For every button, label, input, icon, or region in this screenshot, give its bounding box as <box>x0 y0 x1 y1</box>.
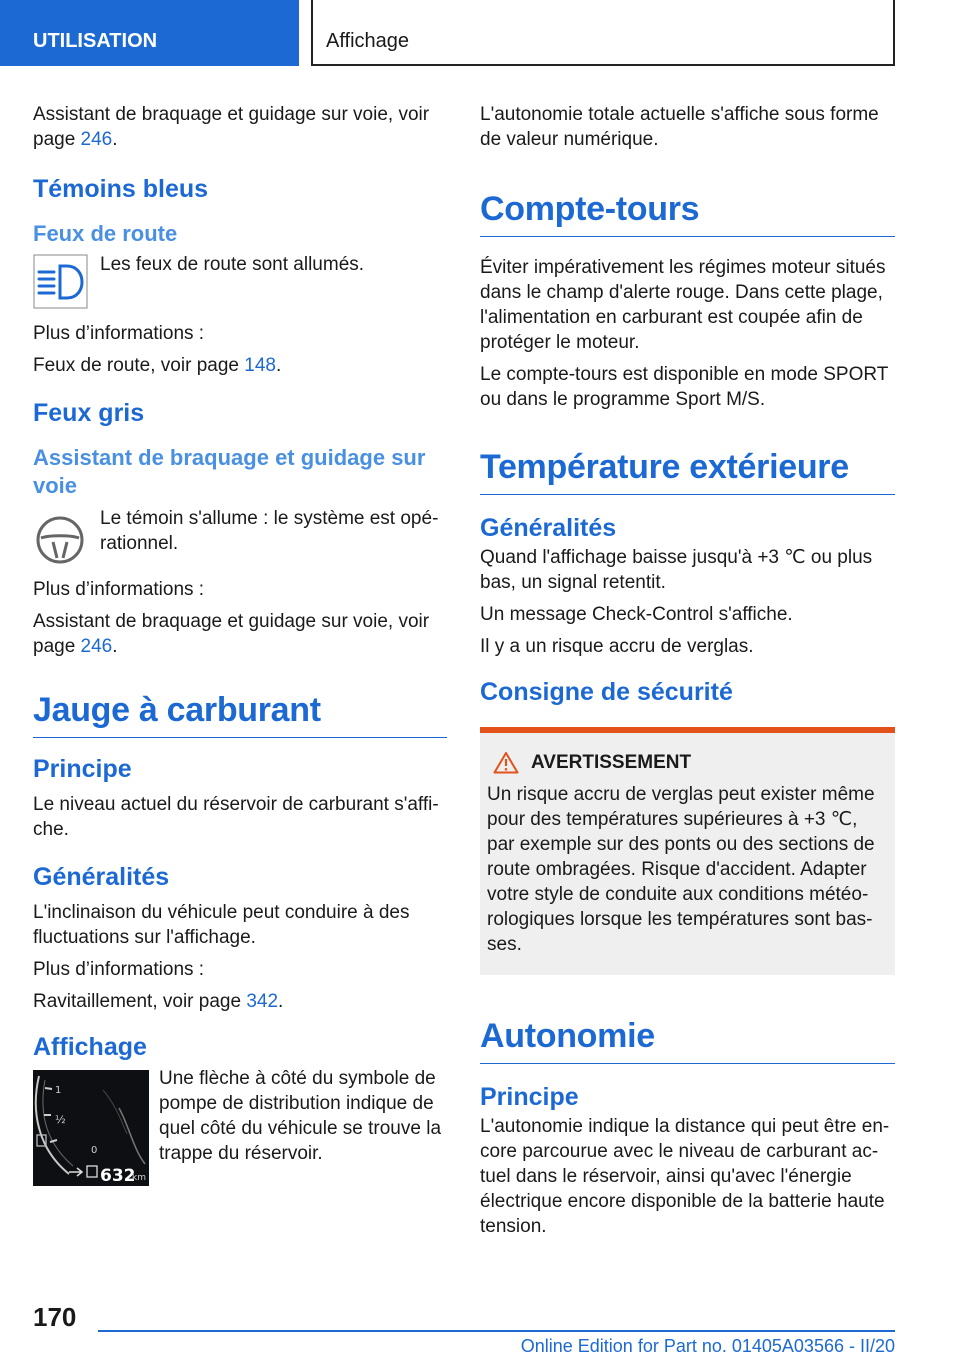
high-beam-icon <box>33 254 88 309</box>
display-desc: Une flèche à côté du symbole de pompe de distribution indique de quel côté du véhicule se trouve la trappe du réservoir. <box>159 1068 442 1164</box>
cluster-mark-half: ½ <box>55 1113 66 1126</box>
paragraph: Assistant de braquage et guidage sur voie, voir page 246. <box>33 104 430 150</box>
heading-autonomy: Autonomie <box>480 1015 895 1064</box>
more-info-label: Plus d’informations : <box>33 959 205 980</box>
heading-high-beam: Feux de route <box>33 221 178 246</box>
paragraph: Le compte-tours est disponible en mode SPORT ou dans le programme Sport M/S. <box>480 364 889 410</box>
high-beam-desc: Les feux de route sont allumés. <box>100 254 365 275</box>
high-beam-row <box>33 254 447 309</box>
heading-steering-assistant: Assistant de braquage et guidage sur voie <box>33 445 426 498</box>
cluster-mark-empty: 0 <box>91 1145 98 1156</box>
footer-edition: Online Edition for Part no. 01405A03566 - II/20 <box>520 1336 895 1356</box>
footer-divider <box>98 1330 895 1332</box>
warning-box <box>480 727 895 975</box>
page-link[interactable]: 342 <box>246 991 279 1012</box>
page-link[interactable]: 148 <box>244 355 276 376</box>
page-number: 170 <box>33 1302 77 1332</box>
paragraph: Feux de route, voir page 148. <box>33 355 282 376</box>
left-column <box>33 102 447 1186</box>
warning-header <box>487 751 887 774</box>
more-info-label: Plus d’informations : <box>33 579 205 600</box>
paragraph: Ravitaillement, voir page 342. <box>33 991 284 1012</box>
heading-general: Généralités <box>33 863 170 891</box>
heading-fuel-gauge: Jauge à carburant <box>33 689 447 738</box>
warning-triangle-icon <box>493 751 519 774</box>
heading-grey-indicators: Feux gris <box>33 399 145 427</box>
heading-safety-note: Consigne de sécurité <box>480 678 733 706</box>
page-link[interactable]: 246 <box>80 636 113 657</box>
section-tab <box>0 0 299 66</box>
steering-wheel-icon <box>33 510 88 565</box>
warning-text: Un risque accru de verglas peut exister même pour des températures supérieures à +3 ℃, par exemple sur des ponts ou des sections de route ombragées. Risque d'accident. Adapter votre style de conduite aux conditions météo- rologiques lorsque les températures sont bas- ses. <box>487 784 875 955</box>
paragraph: Un message Check-Control s'affiche. <box>480 604 793 625</box>
instrument-cluster-image <box>33 1070 149 1186</box>
section-label: UTILISATION <box>33 30 158 52</box>
heading-outside-temperature: Température extérieure <box>480 446 895 495</box>
steering-row <box>33 510 447 565</box>
cluster-range-value: 632 <box>100 1166 136 1186</box>
paragraph: L'autonomie totale actuelle s'affiche sous forme de valeur numérique. <box>480 104 879 150</box>
heading-rev-counter: Compte-tours <box>480 188 895 237</box>
display-row <box>33 1070 447 1186</box>
paragraph: L'inclinaison du véhicule peut conduire à des fluctuations sur l'affichage. <box>33 902 410 948</box>
more-info-label: Plus d’informations : <box>33 323 205 344</box>
paragraph: Il y a un risque accru de verglas. <box>480 636 754 657</box>
steering-desc: Le témoin s'allume : le système est opé- rationnel. <box>100 508 439 554</box>
heading-blue-indicators: Témoins bleus <box>33 175 209 203</box>
paragraph: Quand l'affichage baisse jusqu'à +3 ℃ ou plus bas, un signal retentit. <box>480 547 873 593</box>
chapter-label: Affichage <box>326 30 410 52</box>
chapter-tab <box>311 0 895 66</box>
heading-principle: Principe <box>480 1083 579 1111</box>
warning-label: AVERTISSEMENT <box>531 751 692 773</box>
heading-display: Affichage <box>33 1033 147 1061</box>
cluster-mark-full: 1 <box>55 1085 62 1096</box>
right-column <box>480 102 895 1246</box>
paragraph: Le niveau actuel du réservoir de carburant s'affi- che. <box>33 794 439 840</box>
paragraph: Assistant de braquage et guidage sur voie, voir page 246. <box>33 611 430 657</box>
paragraph: L'autonomie indique la distance qui peut être en- core parcourue avec le niveau de carburant ac- tuel dans le réservoir, ainsi qu'avec l'énergie électrique encore disponible de la batterie haute tension. <box>480 1116 890 1237</box>
heading-principle: Principe <box>33 755 132 783</box>
page-link[interactable]: 246 <box>80 129 113 150</box>
cluster-range-unit: km <box>132 1173 146 1183</box>
paragraph: Éviter impérativement les régimes moteur situés dans le champ d'alerte rouge. Dans cette plage, l'alimentation en carburant est coupée afin de protéger le moteur. <box>480 257 886 353</box>
heading-general: Généralités <box>480 514 617 542</box>
